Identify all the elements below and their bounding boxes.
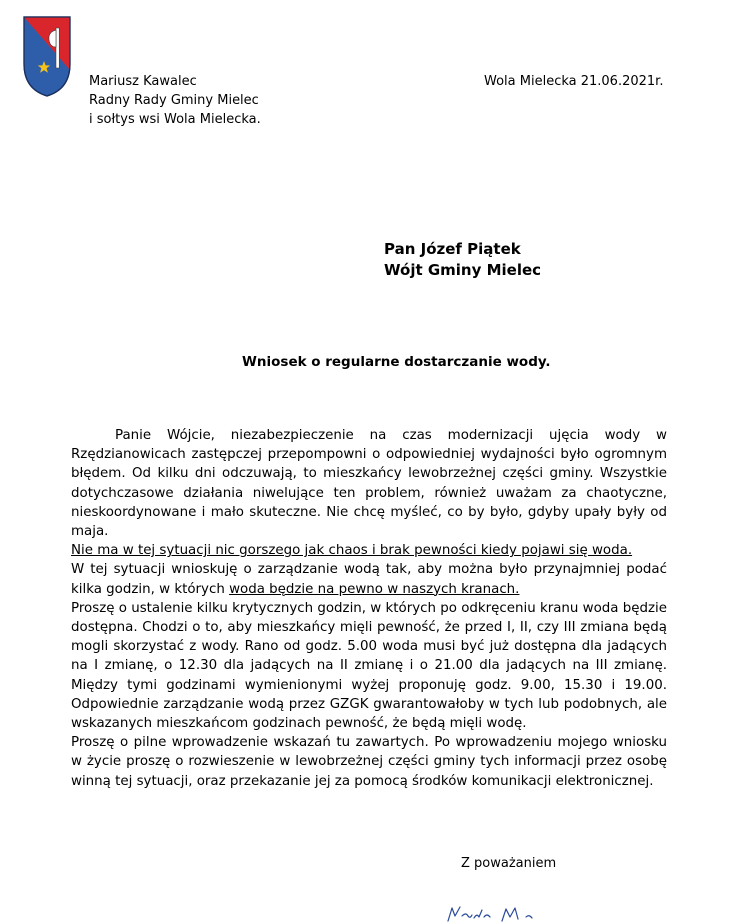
sender-role: i sołtys wsi Wola Mielecka. [89, 112, 261, 127]
sender-title: Radny Rady Gminy Mielec [89, 93, 259, 108]
coat-of-arms-icon [22, 14, 72, 98]
letter-subject: Wniosek o regularne dostarczanie wody. [242, 354, 551, 370]
handwritten-signature [446, 904, 576, 922]
addressee-block [384, 239, 541, 281]
body-paragraph-4: Proszę o ustalenie kilku krytycznych godzin, w których po odkręceniu kranu woda będzie dostępna. Chodzi o to, aby mieszkańcy mięli pewność, że przed I, II, czy III zmiana będą mogli skorzystać z wody. Rano od godz. 5.00 woda musi być już dostępna dla jadących na I zmianę, o 12.30 dla jadących na II zmianę i o 21.00 dla jadących na III zmianę. Między tymi godzinami wymienionymi wyżej proponuję godz. 9.00, 15.30 i 19.00. Odpowiednie zarządzanie wodą przez GZGK gwarantowałoby w tych lub podobnych, ale wskazanych mieszkańcom godzinach pewność, że będą mięli wodę. [71, 600, 667, 732]
closing-salutation: Z poważaniem [461, 856, 557, 871]
body-paragraph-3 [71, 560, 667, 598]
body-paragraph-5: Proszę o pilne wprowadzenie wskazań tu zawartych. Po wprowadzeniu mojego wniosku w życie proszę o rozwieszenie w lewobrzeżnej części gminy tych informacji przez osobę winną tej sytuacji, oraz przekazanie jej za pomocą środków komunikacji elektronicznej. [71, 735, 667, 789]
body-paragraph-3-text: W tej sytuacji wnioskuję o zarządzanie wodą tak, aby można było przynajmniej podać kilka godzin, w których [71, 562, 667, 597]
addressee-title: Wójt Gminy Mielec [384, 261, 542, 279]
sender-block [89, 72, 261, 129]
letter-date: Wola Mielecka 21.06.2021r. [484, 74, 664, 89]
body-paragraph-1: Panie Wójcie, niezabezpieczenie na czas modernizacji ujęcia wody w Rzędzianowicach zastępczej przepompowni o odpowiedniej wydajności było ogromnym błędem. Od kilku dni odczuwają, to mieszkańcy lewobrzeżnej części gminy. Wszystkie dotychczasowe działania niwelujące ten problem, również uważam za chaotyczne, nieskoordynowane i mało skuteczne. Nie chcę myśleć, co by było, gdyby upały były od maja. [71, 428, 667, 540]
sender-name: Mariusz Kawalec [89, 74, 197, 89]
letter-body [71, 426, 667, 791]
body-paragraph-2: Nie ma w tej sytuacji nic gorszego jak chaos i brak pewności kiedy pojawi się woda. [71, 543, 633, 559]
addressee-name: Pan Józef Piątek [384, 240, 521, 258]
body-paragraph-3-underlined: woda będzie na pewno w naszych kranach. [229, 581, 520, 597]
